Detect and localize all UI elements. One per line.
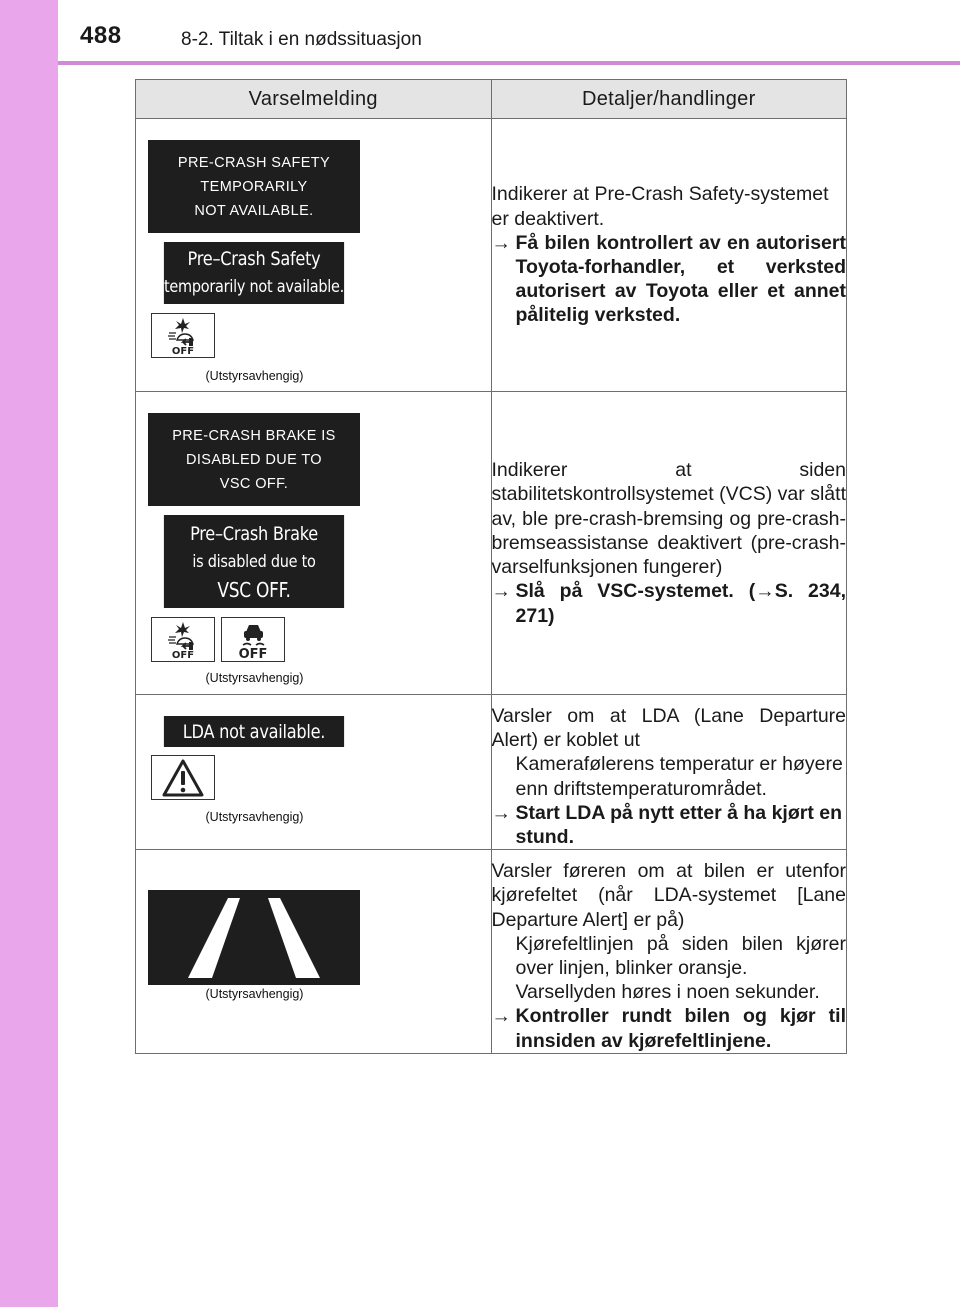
arrow-icon: → (491, 580, 511, 603)
table-row (136, 695, 847, 850)
pcs-off-icon (151, 617, 215, 662)
details-text: Varsler føreren om at bilen er utenfor kjørefeltet (når LDA-systemet [Lane Departure Alert] er på) (491, 860, 846, 931)
panel-line: is disabled due to (192, 551, 316, 572)
action-text: Slå på VSC-systemet. ( (515, 580, 756, 603)
arrow-icon: → (755, 580, 775, 603)
svg-text:OFF: OFF (171, 345, 195, 356)
col-header-message: Varselmelding (136, 80, 492, 119)
arrow-icon: → (491, 801, 511, 824)
message-cell (136, 850, 492, 1054)
lane-lines-icon (148, 890, 360, 985)
availability-caption: (Utstyrsavhengig) (205, 671, 304, 685)
panel-line: PRE-CRASH BRAKE IS (172, 427, 336, 444)
panel-line: temporarily not available. (163, 277, 344, 297)
side-band (0, 0, 58, 1307)
vsc-off-icon (221, 617, 285, 662)
details-condition: Kamerafølerens temperatur er høyere enn driftstemperaturområdet. (515, 753, 843, 800)
svg-text:OFF: OFF (238, 646, 268, 660)
panel-line: VSC OFF. (219, 475, 289, 492)
warning-triangle-icon (151, 755, 215, 800)
message-cell (136, 695, 492, 850)
action-text: Kontroller rundt bilen og kjør til innsiden av kjørefeltlinjene. (515, 1005, 846, 1052)
table-header-row (136, 80, 847, 119)
details-text: Indikerer at siden stabilitetskontrollsystemet (VCS) var slått av, ble pre-crash-bremsing og pre-crash-bremseassistanse deaktivert (pre-crash-varselfunksjonen fungerer) (491, 459, 846, 579)
svg-text:OFF: OFF (171, 649, 195, 660)
message-panel-pcs-temporarily-alt (164, 242, 344, 304)
message-panel-pcs-temporarily (148, 140, 360, 233)
availability-caption: (Utstyrsavhengig) (205, 987, 304, 1002)
details-cell (491, 119, 847, 392)
availability-caption: (Utstyrsavhengig) (205, 810, 304, 824)
warning-message-table (135, 79, 847, 1054)
details-text: Varsler om at LDA (Lane Departure Alert) er koblet ut (491, 705, 846, 752)
action-text: Få bilen kontrollert av en autorisert Toyota-forhandler, et verksted autorisert av Toyota eller et annet pålitelig verksted. (515, 231, 846, 327)
details-cell (491, 392, 847, 695)
col-header-details: Detaljer/handlinger (491, 80, 847, 119)
panel-line: Pre–Crash Brake (190, 522, 318, 545)
action-line (492, 579, 847, 627)
table-row (136, 392, 847, 695)
page-reference: S. 234, 271) (515, 580, 846, 627)
panel-line: TEMPORARILY (200, 178, 308, 195)
panel-line: PRE-CRASH SAFETY (177, 154, 331, 171)
details-condition: Varsellyden høres i noen sekunder. (515, 981, 820, 1004)
message-panel-pcb-disabled-alt (164, 515, 344, 608)
details-condition: Kjørefeltlinjen på siden bilen kjører over linjen, blinker oransje. (515, 932, 846, 980)
action-line (492, 1004, 847, 1052)
action-line (492, 801, 847, 849)
panel-line: LDA not available. (182, 720, 326, 743)
message-cell (136, 119, 492, 392)
panel-line: VSC OFF. (217, 577, 291, 602)
arrow-icon: → (491, 231, 511, 254)
section-title: 8-2. Tiltak i en nødssituasjon (181, 29, 422, 50)
message-panel-pcb-disabled (148, 413, 360, 506)
table-row (136, 119, 847, 392)
action-text: Start LDA på nytt etter å ha kjørt en stund. (515, 801, 843, 849)
details-cell (491, 850, 847, 1054)
availability-caption: (Utstyrsavhengig) (205, 369, 304, 383)
message-cell (136, 392, 492, 695)
page-number: 488 (80, 22, 122, 49)
table-row (136, 850, 847, 1054)
pcs-off-icon (151, 313, 215, 358)
details-text: Indikerer at Pre-Crash Safety-systemet er deaktivert. (491, 183, 829, 230)
message-panel-lda-not-available (164, 716, 344, 747)
action-line (492, 231, 847, 328)
panel-line: NOT AVAILABLE. (194, 202, 314, 219)
header-rule (58, 61, 960, 65)
details-cell (491, 695, 847, 850)
panel-line: Pre–Crash Safety (187, 248, 321, 270)
panel-line: DISABLED DUE TO (185, 451, 322, 468)
arrow-icon: → (491, 1005, 511, 1028)
